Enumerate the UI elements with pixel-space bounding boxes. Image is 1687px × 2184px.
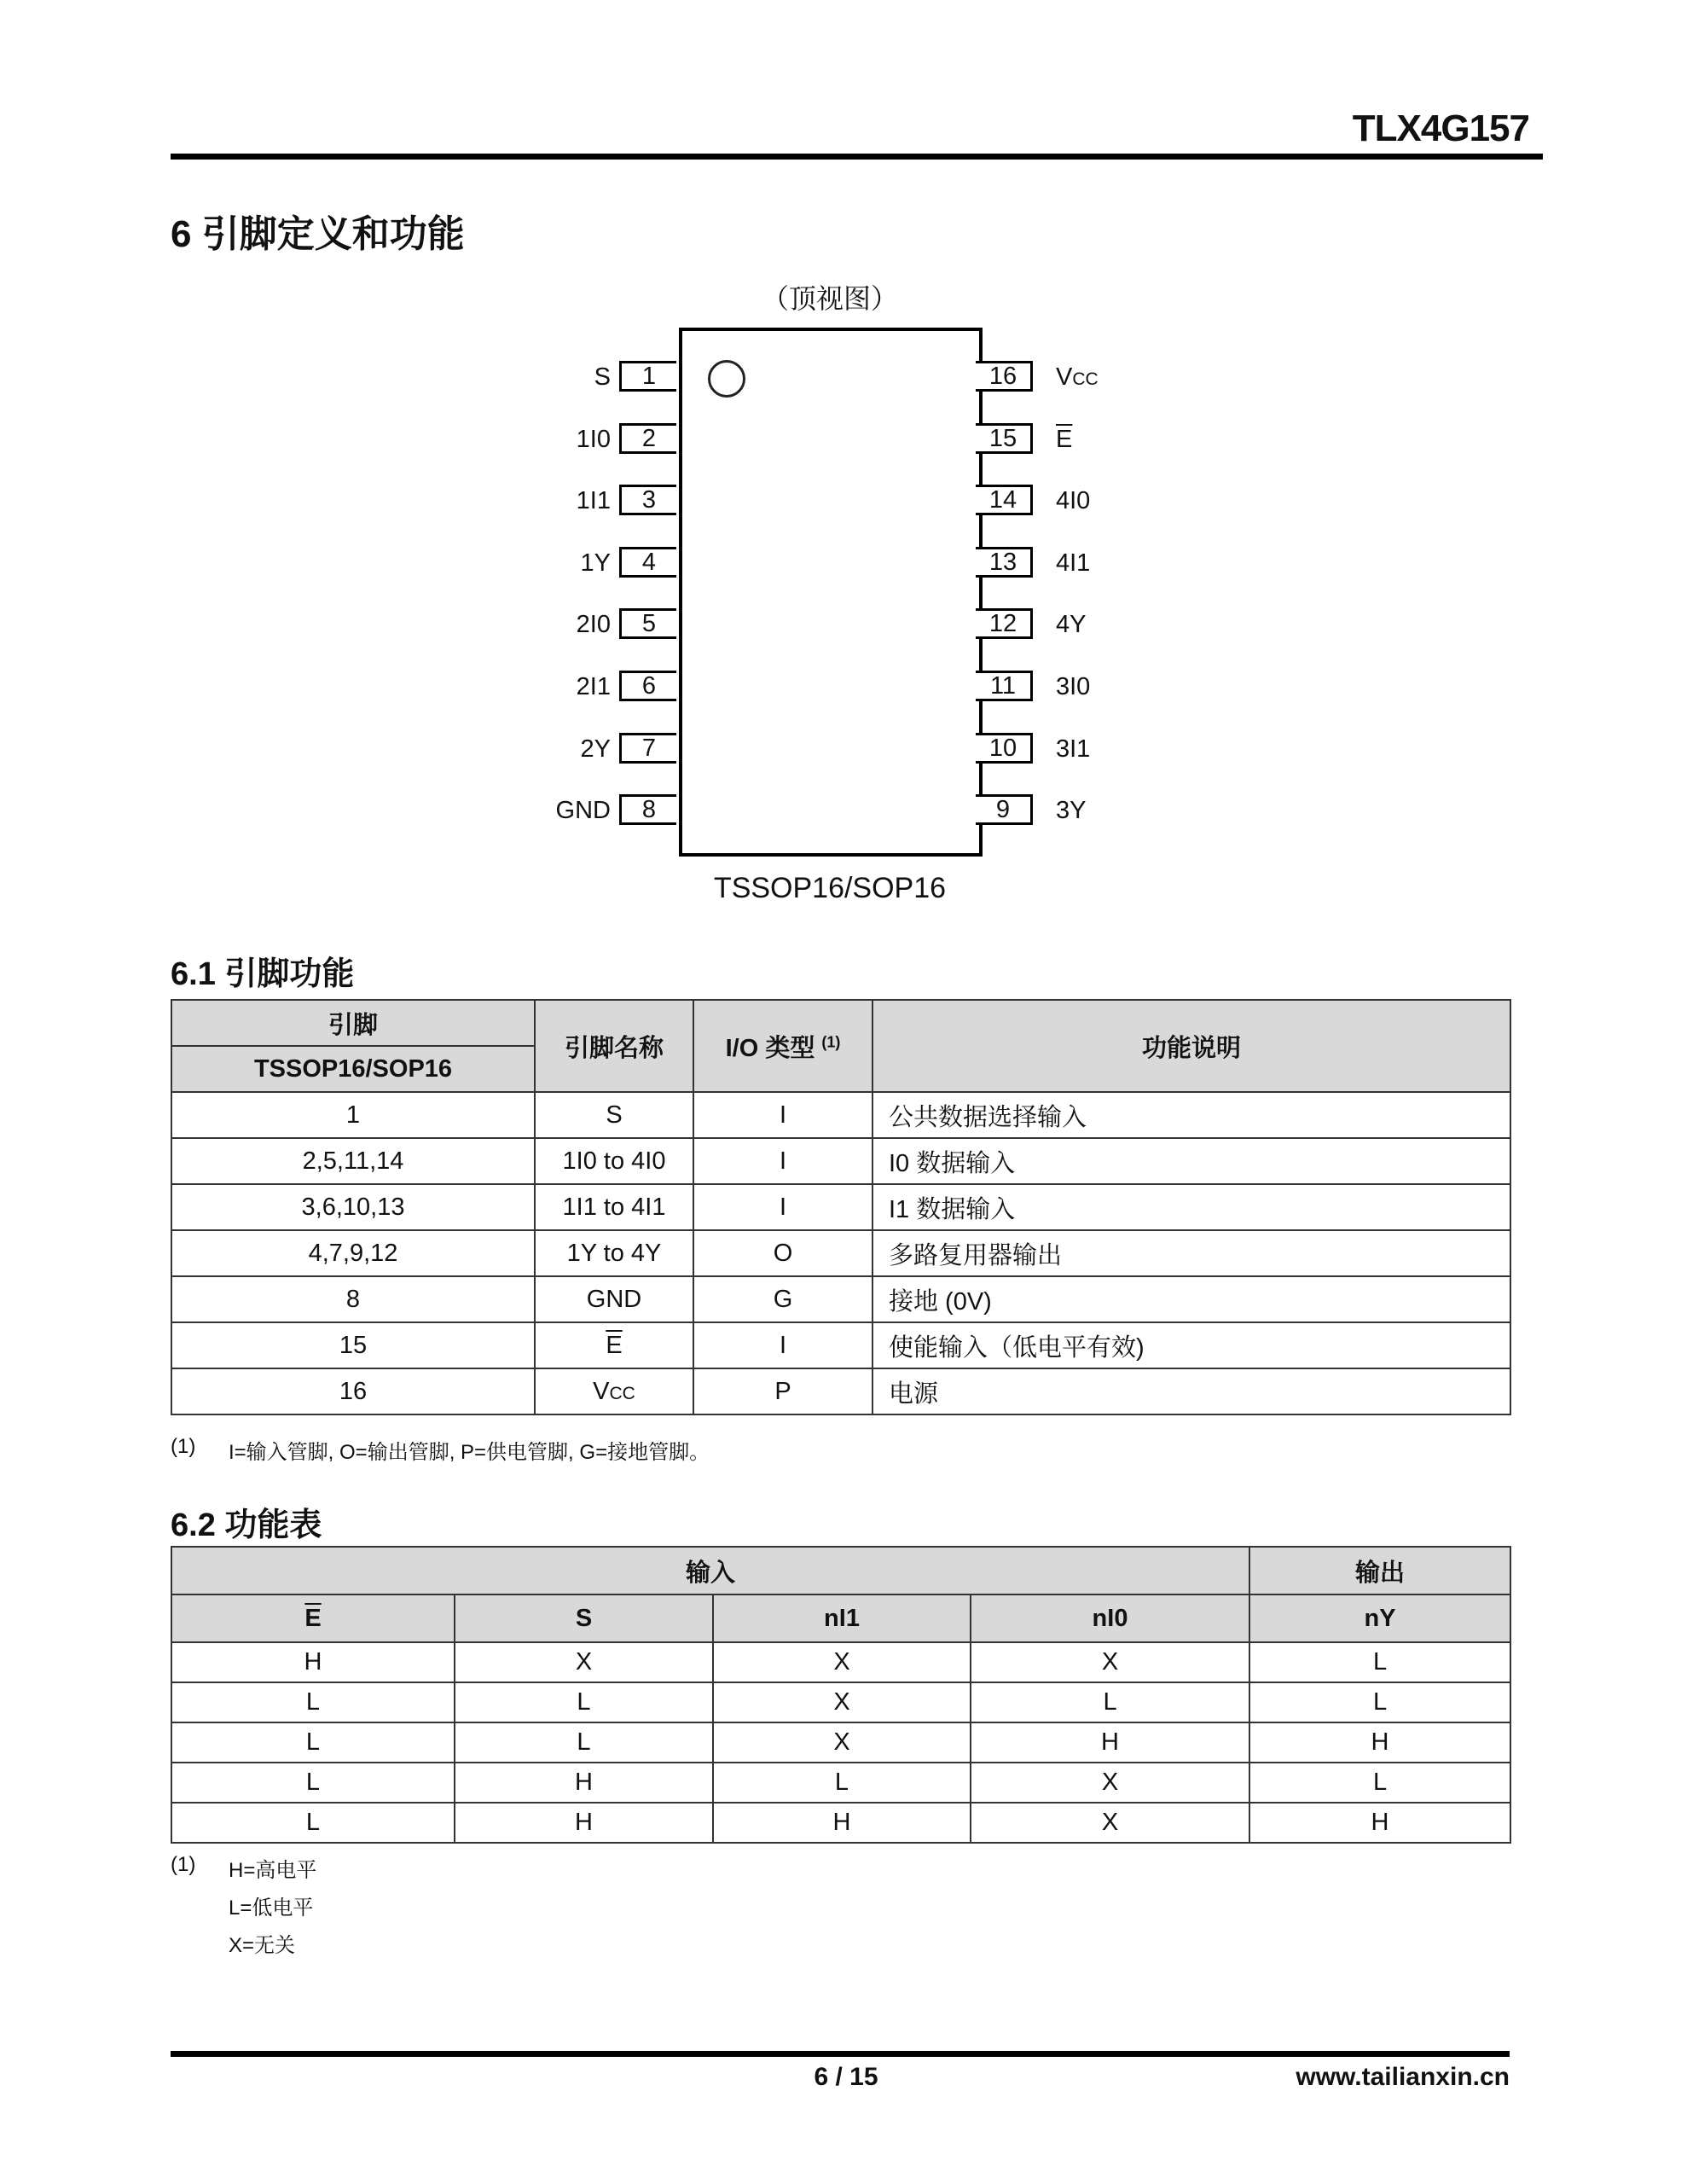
column-header-label: $\overline{E}$: [304, 1604, 322, 1632]
cell-pin: 8: [171, 1276, 535, 1322]
header-outputs: 输出: [1249, 1547, 1510, 1594]
page-number: 6 / 15: [814, 2063, 878, 2091]
cell-io-type: G: [693, 1276, 872, 1322]
pin-name-label: 1I1: [576, 487, 611, 515]
cell-pin-name: S: [535, 1092, 693, 1138]
table-cell: L: [713, 1763, 971, 1803]
table-row: [171, 1230, 1510, 1276]
column-header-label: nY: [1364, 1604, 1396, 1632]
table-row: [171, 1642, 1510, 1682]
table-cell: L: [971, 1682, 1249, 1722]
table-cell: X: [713, 1682, 971, 1722]
pin-number-box: 4: [619, 547, 676, 578]
cell-description: 接地 (0V): [872, 1276, 1510, 1322]
view-label: （顶视图）: [761, 283, 898, 314]
header-pin: 引脚: [171, 1000, 535, 1046]
table-cell: L: [171, 1682, 455, 1722]
pin-name-main: V: [1056, 363, 1073, 391]
pin-name-label: [1056, 363, 1099, 394]
cell-description: 电源: [872, 1368, 1510, 1414]
pin-name-subscript: CC: [1072, 369, 1099, 389]
column-header: [455, 1594, 713, 1642]
cell-pin-name: [535, 1368, 693, 1414]
column-header: [1249, 1594, 1510, 1642]
cell-pin-name: [535, 1322, 693, 1368]
table-cell: X: [713, 1642, 971, 1682]
pin-functions-title: 6.1 引脚功能: [171, 956, 355, 992]
header-io-type: [693, 1000, 872, 1092]
table-cell: H: [1249, 1803, 1510, 1843]
cell-pin: 1: [171, 1092, 535, 1138]
cell-pin-name: 1I0 to 4I0: [535, 1138, 693, 1184]
table-cell: H: [455, 1763, 713, 1803]
pin-footnote: I=输入管脚, O=输出管脚, P=供电管脚, G=接地管脚。: [229, 1441, 710, 1464]
cell-pin-name: 1Y to 4Y: [535, 1230, 693, 1276]
table-cell: L: [171, 1763, 455, 1803]
cell-io-type: I: [693, 1138, 872, 1184]
pin-name-label: 2Y: [580, 735, 611, 763]
function-notes-mark: (1): [171, 1853, 196, 1876]
column-header: [171, 1594, 455, 1642]
cell-description: 多路复用器输出: [872, 1230, 1510, 1276]
column-header-label: S: [575, 1604, 593, 1632]
pin-number-box: 13: [976, 547, 1033, 578]
function-note-h: H=高电平: [229, 1859, 317, 1882]
table-row: [171, 1138, 1510, 1184]
pin-name-label: 4Y: [1056, 611, 1087, 639]
pin-name-label: 1Y: [580, 549, 611, 577]
pin-name-label: 2I1: [576, 673, 611, 700]
cell-description: I0 数据输入: [872, 1138, 1510, 1184]
pin-number-box: 1: [619, 361, 676, 392]
table-row: [171, 1368, 1510, 1414]
cell-io-type: I: [693, 1322, 872, 1368]
pin-number-box: 5: [619, 608, 676, 639]
table-row: [171, 1092, 1510, 1138]
footer-rule: [171, 2051, 1510, 2057]
function-table: [171, 1546, 1511, 1844]
table-row: [171, 1682, 1510, 1722]
column-header-label: nI1: [824, 1604, 860, 1632]
table-cell: X: [971, 1803, 1249, 1843]
table-row: [171, 1322, 1510, 1368]
table-cell: L: [171, 1803, 455, 1843]
table-cell: L: [1249, 1682, 1510, 1722]
pin-number-box: 11: [976, 671, 1033, 701]
table-row: [171, 1722, 1510, 1763]
function-table-title: 6.2 功能表: [171, 1507, 322, 1543]
cell-io-type: I: [693, 1184, 872, 1230]
cell-io-type: P: [693, 1368, 872, 1414]
io-type-label: I/O 类型: [725, 1034, 815, 1062]
cell-io-type: I: [693, 1092, 872, 1138]
table-cell: H: [1249, 1722, 1510, 1763]
pin-name-label: S: [594, 363, 611, 391]
cell-description: I1 数据输入: [872, 1184, 1510, 1230]
pin-number-box: 6: [619, 671, 676, 701]
io-type-footnote-ref: (1): [821, 1032, 841, 1050]
cell-description: 使能输入（低电平有效): [872, 1322, 1510, 1368]
pin-name-label: 3Y: [1056, 797, 1087, 825]
table-cell: H: [713, 1803, 971, 1843]
header-description: 功能说明: [872, 1000, 1510, 1092]
function-note-l: L=低电平: [229, 1896, 314, 1920]
header-rule: [171, 154, 1543, 160]
table-cell: L: [455, 1722, 713, 1763]
pin-footnote-mark: (1): [171, 1435, 196, 1458]
table-row: [171, 1763, 1510, 1803]
table-cell: L: [455, 1682, 713, 1722]
pin-name-label: 3I1: [1056, 735, 1091, 763]
function-note-x: X=无关: [229, 1934, 296, 1957]
table-cell: H: [171, 1642, 455, 1682]
pin-number-box: 8: [619, 794, 676, 825]
header-package: TSSOP16/SOP16: [171, 1046, 535, 1092]
chip-body: [679, 328, 983, 857]
cell-description: 公共数据选择输入: [872, 1092, 1510, 1138]
pin-name-label: GND: [555, 797, 611, 825]
cell-pin-name: 1I1 to 4I1: [535, 1184, 693, 1230]
pin-number-box: 16: [976, 361, 1033, 392]
pin-number-box: 3: [619, 485, 676, 515]
column-header-label: nI0: [1092, 1604, 1128, 1632]
pin-number-box: 12: [976, 608, 1033, 639]
table-cell: L: [171, 1722, 455, 1763]
table-row: [171, 1803, 1510, 1843]
cell-pin: 2,5,11,14: [171, 1138, 535, 1184]
pin-number-box: 14: [976, 485, 1033, 515]
pin-name-label: 4I0: [1056, 487, 1091, 515]
cell-pin: 3,6,10,13: [171, 1184, 535, 1230]
header-inputs: 输入: [171, 1547, 1249, 1594]
package-label: TSSOP16/SOP16: [713, 872, 947, 904]
pin-name-label: $\overline{E}$: [1056, 425, 1073, 453]
pin-name-label: 2I0: [576, 611, 611, 639]
section-title: 6 引脚定义和功能: [171, 213, 465, 255]
table-cell: L: [1249, 1642, 1510, 1682]
pin-name-subscript: CC: [609, 1383, 635, 1403]
cell-io-type: O: [693, 1230, 872, 1276]
table-cell: X: [971, 1763, 1249, 1803]
pin-number-box: 2: [619, 423, 676, 454]
cell-pin: 4,7,9,12: [171, 1230, 535, 1276]
table-cell: L: [1249, 1763, 1510, 1803]
pin-number-box: 7: [619, 733, 676, 764]
column-header: [971, 1594, 1249, 1642]
pin-name-label: 1I0: [576, 425, 611, 453]
table-cell: X: [713, 1722, 971, 1763]
table-row: [171, 1184, 1510, 1230]
table-cell: H: [455, 1803, 713, 1843]
table-cell: H: [971, 1722, 1249, 1763]
document-title: TLX4G157: [1352, 107, 1529, 149]
cell-pin: 16: [171, 1368, 535, 1414]
table-cell: X: [971, 1642, 1249, 1682]
pin-functions-table: [171, 999, 1511, 1415]
column-header: [713, 1594, 971, 1642]
table-cell: X: [455, 1642, 713, 1682]
table-row: [171, 1276, 1510, 1322]
pin-name-main: V: [593, 1377, 610, 1405]
pin1-notch-icon: [708, 360, 745, 398]
pin-number-box: 15: [976, 423, 1033, 454]
cell-pin: 15: [171, 1322, 535, 1368]
pin-number-box: 10: [976, 733, 1033, 764]
pin-number-box: 9: [976, 794, 1033, 825]
header-pin-name: 引脚名称: [535, 1000, 693, 1092]
pin-name-label: 3I0: [1056, 673, 1091, 700]
website-link[interactable]: www.tailianxin.cn: [1296, 2063, 1510, 2091]
cell-pin-name: GND: [535, 1276, 693, 1322]
pin-name-label: 4I1: [1056, 549, 1091, 577]
pin-name-main: $\overline{E}$: [606, 1331, 623, 1359]
